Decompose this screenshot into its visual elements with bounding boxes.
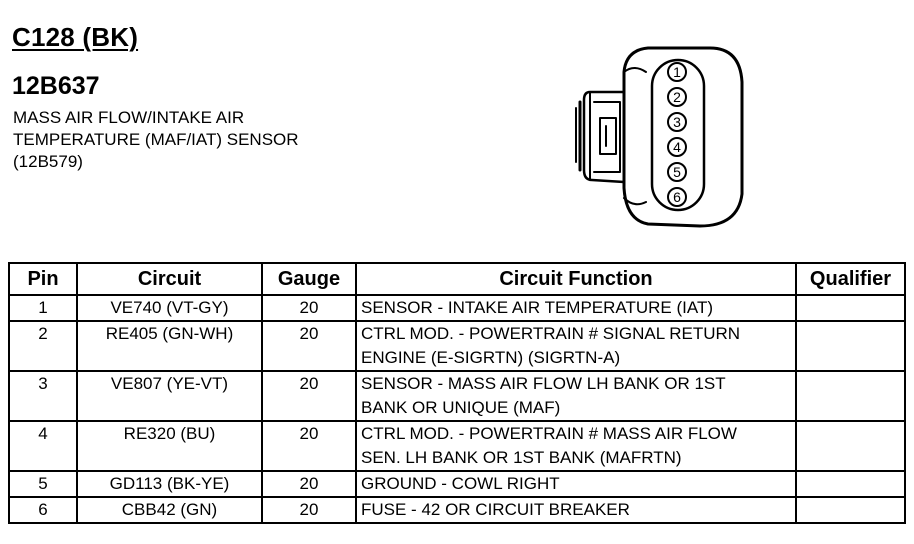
qualifier-cell — [796, 471, 905, 497]
table-row — [9, 321, 905, 371]
circuit-cell: CBB42 (GN) — [77, 497, 262, 523]
function-line: BANK OR UNIQUE (MAF) — [361, 398, 561, 417]
table-row — [9, 421, 905, 471]
function-cell — [356, 421, 796, 471]
pin-label: 6 — [673, 189, 681, 205]
circuit-cell: RE320 (BU) — [77, 421, 262, 471]
description-line: MASS AIR FLOW/INTAKE AIR — [13, 108, 245, 127]
function-line: CTRL MOD. - POWERTRAIN # SIGNAL RETURN — [361, 324, 741, 343]
qualifier-cell — [796, 497, 905, 523]
table-row — [9, 471, 905, 497]
gauge-cell: 20 — [262, 497, 356, 523]
pin-cell: 1 — [9, 295, 77, 321]
table-header-row — [9, 263, 905, 295]
function-line: FUSE - 42 OR CIRCUIT BREAKER — [361, 500, 630, 519]
description-line: TEMPERATURE (MAF/IAT) SENSOR — [13, 130, 299, 149]
pin-label: 5 — [673, 164, 681, 180]
column-header-qualifier: Qualifier — [796, 263, 905, 295]
function-line: SENSOR - INTAKE AIR TEMPERATURE (IAT) — [361, 298, 714, 317]
column-header-circuit: Circuit — [77, 263, 262, 295]
table-row — [9, 497, 905, 523]
pin-cell: 2 — [9, 321, 77, 371]
qualifier-cell — [796, 371, 905, 421]
pin-cell: 3 — [9, 371, 77, 421]
function-line: SENSOR - MASS AIR FLOW LH BANK OR 1ST — [361, 374, 726, 393]
gauge-cell: 20 — [262, 471, 356, 497]
qualifier-cell — [796, 421, 905, 471]
connector-id: C128 (BK) — [12, 22, 139, 52]
gauge-cell: 20 — [262, 295, 356, 321]
function-cell — [356, 321, 796, 371]
pin-label: 2 — [673, 89, 681, 105]
function-cell — [356, 295, 796, 321]
function-line: GROUND - COWL RIGHT — [361, 474, 560, 493]
column-header-circuit-function: Circuit Function — [356, 263, 796, 295]
function-cell — [356, 497, 796, 523]
function-line: ENGINE (E-SIGRTN) (SIGRTN-A) — [361, 348, 621, 367]
table-row — [9, 295, 905, 321]
pin-cell: 5 — [9, 471, 77, 497]
function-cell — [356, 371, 796, 421]
pin-table — [8, 262, 906, 524]
function-line: SEN. LH BANK OR 1ST BANK (MAFRTN) — [361, 448, 682, 467]
table-row — [9, 371, 905, 421]
circuit-cell: VE807 (YE-VT) — [77, 371, 262, 421]
pin-label: 3 — [673, 114, 681, 130]
pin-cell: 4 — [9, 421, 77, 471]
part-number: 12B637 — [12, 72, 100, 100]
circuit-cell: RE405 (GN-WH) — [77, 321, 262, 371]
qualifier-cell — [796, 321, 905, 371]
circuit-cell: GD113 (BK-YE) — [77, 471, 262, 497]
pin-label: 4 — [673, 139, 681, 155]
connector-face-diagram — [560, 42, 760, 238]
gauge-cell: 20 — [262, 371, 356, 421]
qualifier-cell — [796, 295, 905, 321]
column-header-gauge: Gauge — [262, 263, 356, 295]
pin-label: 1 — [673, 64, 681, 80]
component-description — [13, 107, 299, 173]
pin-cell: 6 — [9, 497, 77, 523]
gauge-cell: 20 — [262, 321, 356, 371]
function-line: CTRL MOD. - POWERTRAIN # MASS AIR FLOW — [361, 424, 737, 443]
function-cell — [356, 471, 796, 497]
column-header-pin: Pin — [9, 263, 77, 295]
description-line: (12B579) — [13, 152, 83, 171]
circuit-cell: VE740 (VT-GY) — [77, 295, 262, 321]
gauge-cell: 20 — [262, 421, 356, 471]
